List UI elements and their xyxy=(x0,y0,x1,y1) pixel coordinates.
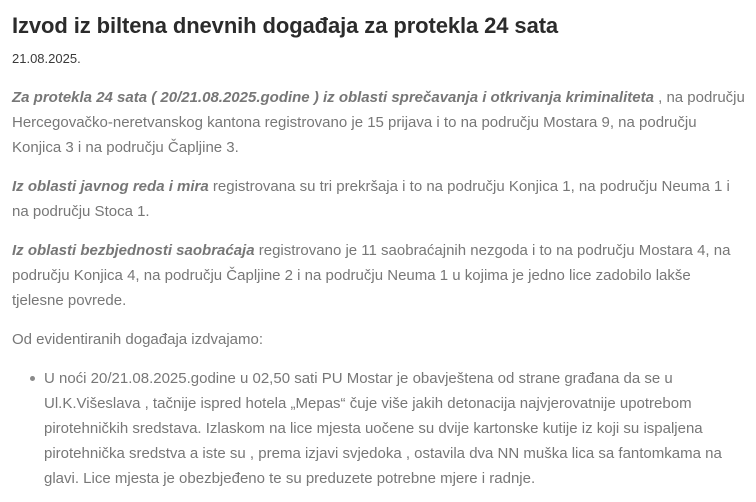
paragraph-traffic-safety xyxy=(12,238,746,313)
bullet-icon xyxy=(30,376,35,381)
paragraph-public-order-lead: Iz oblasti javnog reda i mira xyxy=(12,178,209,195)
paragraph-public-order xyxy=(12,174,746,224)
list-item xyxy=(44,366,746,491)
events-list xyxy=(12,366,746,491)
events-intro: Od evidentiranih događaja izdvajamo: xyxy=(12,331,263,348)
publish-date: 21.08.2025. xyxy=(12,51,81,66)
event-text: U noći 20/21.08.2025.godine u 02,50 sati PU Mostar je obavještena od strane građana da se u Ul.K.Višeslava , tačnije ispred hotela „Mepas“ čuje više jakih detonacija najvjerovatnije upotrebom pirotehničkih sredstava. Izlaskom na lice mjesta uočene su dvije kartonske kutije iz koji su ispaljena pirotehnička sredstva a iste su , prema izjavi svjedoka , ostavila dva NN muška lica sa fantomkama na glavi. Lice mjesta je obezbjeđeno te su preduzete potrebne mjere i radnje. xyxy=(44,370,722,487)
paragraph-crime-body: , na području Hercegovačko-neretvanskog kantona registrovano je 15 prijava i to na području Mostara 9, na području Konjica 3 i na području Čapljine 3. xyxy=(12,89,745,156)
paragraph-traffic-safety-lead: Iz oblasti bezbjednosti saobraćaja xyxy=(12,242,255,259)
page-title: Izvod iz biltena dnevnih događaja za protekla 24 sata xyxy=(12,13,559,38)
paragraph-crime xyxy=(12,85,746,160)
paragraph-traffic-safety-body: registrovano je 11 saobraćajnih nezgoda i to na području Mostara 4, na području Konjica 4, na području Čapljine 2 i na području Neuma 1 u kojima je jedno lice zadobilo lakše tjelesne povrede. xyxy=(12,242,731,309)
paragraph-public-order-body: registrovana su tri prekršaja i to na području Konjica 1, na području Neuma 1 i na području Stoca 1. xyxy=(12,178,730,220)
paragraph-crime-lead: Za protekla 24 sata ( 20/21.08.2025.godine ) iz oblasti sprečavanja i otkrivanja kriminaliteta xyxy=(12,89,654,106)
